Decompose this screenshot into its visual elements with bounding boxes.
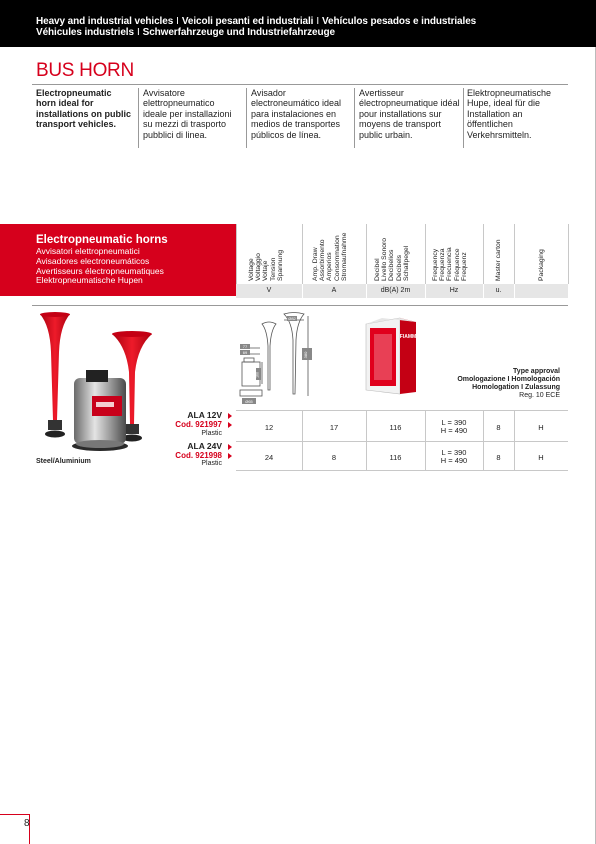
column-divider <box>483 224 484 284</box>
column-divider <box>425 224 426 284</box>
cell-decibel: 116 <box>389 423 402 432</box>
header-label: Frequency <box>432 248 439 281</box>
page-number-rule <box>0 814 30 815</box>
column-divider <box>302 224 303 284</box>
cell-voltage: 12 <box>264 423 274 432</box>
header-label: Livello Sonoro <box>381 237 389 281</box>
header-label: Schallpegel <box>402 245 410 281</box>
header-label: Consommation <box>333 235 341 281</box>
unit-frequency: Hz <box>449 287 459 294</box>
cell-voltage: 24 <box>264 453 274 462</box>
header-label: Amp. Draw <box>312 247 319 281</box>
column-divider <box>514 224 515 284</box>
section-subtitle-es: Avisadores electroneumáticos <box>36 255 150 266</box>
cell-packaging: H <box>538 453 544 462</box>
description-divider <box>138 88 139 148</box>
description-es: Avisador electroneumático ideal para instalaciones en medios de transportes públicos de línea. <box>251 88 342 140</box>
table-divider <box>32 305 568 306</box>
unit-amp: A <box>331 287 337 294</box>
header-label: Decibel <box>374 258 381 281</box>
section-subtitle-fr: Avertisseurs électropneumatiques <box>36 265 164 276</box>
section-subtitle-it: Avvisatori elettropneumatici <box>36 246 140 256</box>
product-code: Cod. 921997 <box>175 420 222 429</box>
column-header-master-carton <box>495 239 502 281</box>
section-band <box>0 224 236 296</box>
header-category-de: Schwerfahrzeuge und Industriefahrzeuge <box>142 27 335 38</box>
dim-label: 77 <box>242 344 248 349</box>
header-category-it: Veicoli pesanti ed industriali <box>181 16 314 27</box>
material-caption: Steel/Aluminium <box>36 458 91 465</box>
cell-frequency <box>425 449 483 465</box>
unit-divider <box>514 284 515 298</box>
header-label: Voltaje <box>262 260 270 281</box>
cell-amp: 17 <box>329 423 339 432</box>
unit-master-carton: u. <box>495 287 502 294</box>
column-divider <box>366 224 367 284</box>
description-en: Electropneumatic horn ideal for installations on public transport vehicles. <box>36 88 132 130</box>
description-de: Elektropneumatische Hupe, ideal für die Installation an öffentlichen Verkehrsmitteln. <box>467 88 552 140</box>
dim-label: 160 <box>255 372 260 378</box>
column-header-decibel <box>374 238 410 281</box>
header-label: Frecuencia <box>446 247 454 281</box>
product-model: ALA 24V <box>187 441 222 451</box>
arrow-icon <box>228 453 232 459</box>
header-label: Frequenz <box>460 252 468 281</box>
type-approval-line: Omologazione I Homologación <box>457 376 560 383</box>
product-material: Plastic <box>201 460 222 467</box>
column-divider <box>568 224 569 284</box>
section-title: Electropneumatic horns <box>36 234 168 246</box>
header-line-2 <box>36 27 596 38</box>
header-separator: I <box>176 16 179 27</box>
unit-voltage: V <box>266 287 272 294</box>
box-brand: FIAMM <box>399 334 417 340</box>
technical-drawing <box>236 312 316 410</box>
column-header-voltage <box>248 250 284 281</box>
header-separator: I <box>316 16 320 27</box>
dim-label: 69 <box>242 350 248 355</box>
cell-frequency <box>425 419 483 435</box>
header-label: Amperios <box>326 252 334 281</box>
header-separator: I <box>136 27 140 38</box>
column-header-amp <box>312 233 348 281</box>
header-label: Fréquence <box>453 248 461 281</box>
header-label: Packaging <box>538 249 545 281</box>
header-category-es: Vehículos pesados e industriales <box>322 16 477 27</box>
frequency-low: L = 390 <box>441 418 467 427</box>
frequency-high: H = 490 <box>440 426 468 435</box>
dim-label: 380 <box>303 351 308 359</box>
header-label: Decibelios <box>388 249 396 281</box>
page-number: 8 <box>24 818 30 829</box>
header-bar <box>0 0 596 47</box>
header-label: Stromaufnahme <box>340 232 348 281</box>
cell-decibel: 116 <box>389 453 402 462</box>
description-divider <box>463 88 464 148</box>
column-header-frequency <box>432 247 468 281</box>
unit-decibel: dB(A) 2m <box>380 287 411 294</box>
header-label: Assorbimento <box>319 239 327 281</box>
product-code: Cod. 921998 <box>175 451 222 460</box>
frequency-low: L = 390 <box>441 448 467 457</box>
product-model: ALA 12V <box>187 410 222 420</box>
dim-label: Ø82 <box>288 316 296 321</box>
cell-master-carton: 8 <box>496 423 501 432</box>
header-label: Spannung <box>276 250 284 281</box>
description-divider <box>354 88 355 148</box>
product-material: Plastic <box>201 430 222 437</box>
description-fr: Avertisseur électropneumatique idéal pour installations sur moyens de transport public urbain. <box>359 88 460 140</box>
trumpet-long <box>40 313 70 421</box>
section-subtitle-de: Elektropneumatische Hupen <box>36 275 143 286</box>
description-it: Avvisatore elettropneumatico ideale per installazioni su mezzi di trasporto pubblici di linea. <box>143 88 232 140</box>
column-header-packaging <box>538 249 545 281</box>
cell-packaging: H <box>538 423 544 432</box>
header-label: Frequenza <box>439 248 447 281</box>
header-line-1 <box>36 16 596 27</box>
header-label: Décibels <box>395 254 403 281</box>
type-approval <box>430 368 560 400</box>
type-approval-line: Homologation I Zulassung <box>472 384 560 391</box>
product-photo <box>34 312 158 456</box>
header-label: Voltage <box>248 258 255 281</box>
dim-label: Ø65 <box>245 399 253 404</box>
header-category-en: Heavy and industrial vehicles <box>36 16 174 27</box>
header-label: Tension <box>269 257 277 281</box>
title-divider <box>32 84 568 85</box>
header-category-fr: Véhicules industriels <box>36 27 134 38</box>
type-approval-title: Type approval <box>513 368 560 375</box>
frequency-high: H = 490 <box>440 456 468 465</box>
column-divider <box>236 224 237 284</box>
type-approval-reg: Reg. 10 ECE <box>519 392 560 399</box>
cell-master-carton: 8 <box>496 453 501 462</box>
cell-amp: 8 <box>331 453 337 462</box>
arrow-icon <box>228 413 232 419</box>
description-divider <box>246 88 247 148</box>
page-title: BUS HORN <box>36 60 134 81</box>
arrow-icon <box>228 444 232 450</box>
header-label: Master carton <box>495 239 502 281</box>
header-label: Voltaggio <box>255 253 263 281</box>
packaging-box-image <box>364 314 420 396</box>
arrow-icon <box>228 422 232 428</box>
